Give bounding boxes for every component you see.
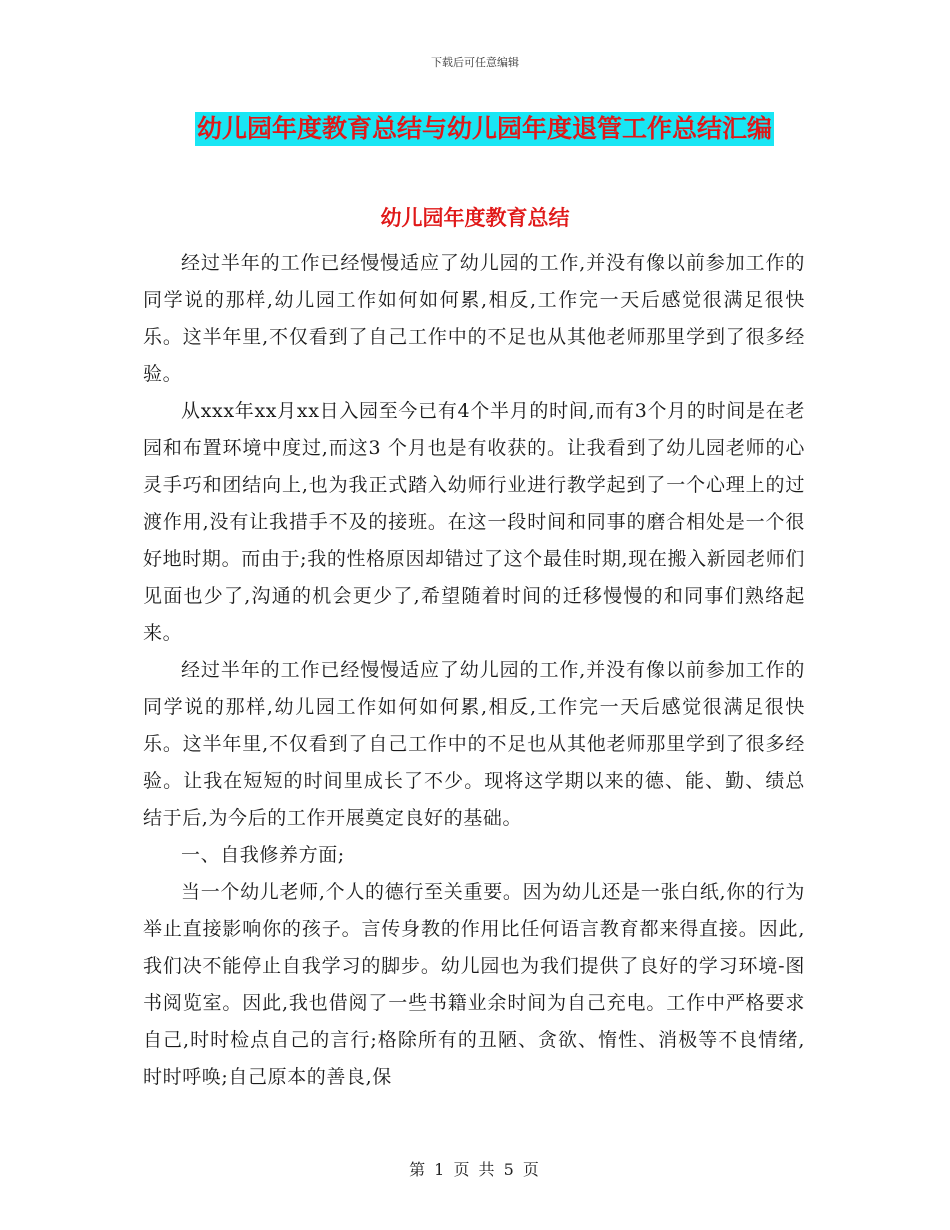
- paragraph: 从xxx年xx月xx日入园至今已有4个半月的时间,而有3个月的时间是在老园和布置环境中度过,而这3 个月也是有收获的。让我看到了幼儿园老师的心灵手巧和团结向上,也为我正式踏入幼师行业进行教学起到了一个心理上的过渡作用,没有让我措手不及的接班。在这一段时间和同事的磨合相处是一个很好地时期。而由于;我的性格原因却错过了这个最佳时期,现在搬入新园老师们见面也少了,沟通的机会更少了,希望随着时间的迁移慢慢的和同事们熟络起来。: [143, 400, 805, 644]
- document-body: [143, 245, 805, 1096]
- paragraph: 经过半年的工作已经慢慢适应了幼儿园的工作,并没有像以前参加工作的同学说的那样,幼儿园工作如何如何累,相反,工作完一天后感觉很满足很快乐。这半年里,不仅看到了自己工作中的不足也从其他老师那里学到了很多经验。让我在短短的时间里成长了不少。现将这学期以来的德、能、勤、绩总结于后,为今后的工作开展奠定良好的基础。: [143, 659, 805, 829]
- page-header-note: 下载后可任意编辑: [431, 56, 519, 69]
- document-title: 幼儿园年度教育总结与幼儿园年度退管工作总结汇编: [195, 112, 774, 146]
- paragraph: 经过半年的工作已经慢慢适应了幼儿园的工作,并没有像以前参加工作的同学说的那样,幼儿园工作如何如何累,相反,工作完一天后感觉很满足很快乐。这半年里,不仅看到了自己工作中的不足也从其他老师那里学到了很多经验。: [143, 252, 805, 385]
- paragraph-heading: 一、自我修养方面;: [181, 844, 345, 866]
- paragraph: 当一个幼儿老师,个人的德行至关重要。因为幼儿还是一张白纸,你的行为举止直接影响你的孩子。言传身教的作用比任何语言教育都来得直接。因此,我们决不能停止自我学习的脚步。幼儿园也为我们提供了良好的学习环境-图书阅览室。因此,我也借阅了一些书籍业余时间为自己充电。工作中严格要求自己,时时检点自己的言行;格除所有的丑陋、贪欲、惰性、消极等不良情绪,时时呼唤;自己原本的善良,保: [143, 881, 805, 1088]
- section-title: 幼儿园年度教育总结: [380, 205, 570, 230]
- page-number: 第 1 页 共 5 页: [409, 1160, 541, 1179]
